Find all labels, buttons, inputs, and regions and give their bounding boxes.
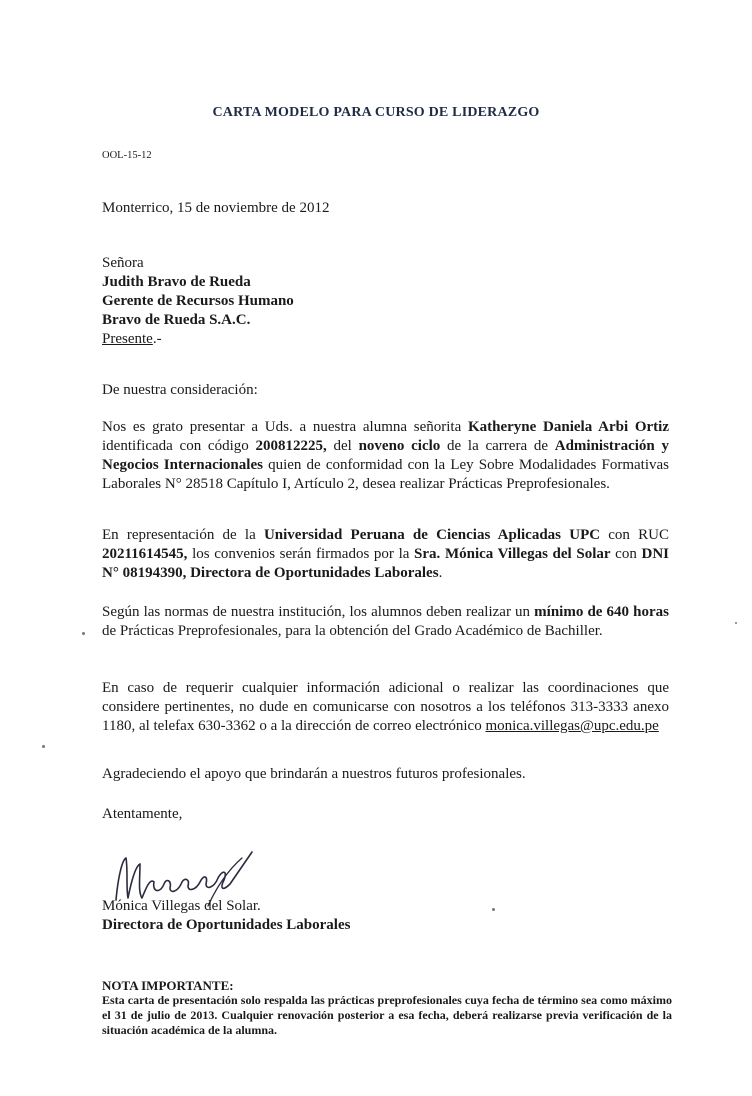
recipient-position: Gerente de Recursos Humano xyxy=(102,293,294,309)
paragraph-contact xyxy=(102,679,669,736)
p3-text-2: de Prácticas Preprofesionales, para la obtención del Grado Académico de Bachiller. xyxy=(102,623,603,639)
scan-speck xyxy=(735,622,737,624)
p1-text-4: de la carrera de xyxy=(440,438,555,454)
paragraph-hours xyxy=(102,603,669,641)
signature-block xyxy=(102,897,350,935)
thanks-line: Agradeciendo el apoyo que brindarán a nuestros futuros profesionales. xyxy=(102,766,526,782)
p1-text-1: Nos es grato presentar a Uds. a nuestra alumna señorita xyxy=(102,419,468,435)
date-line: Monterrico, 15 de noviembre de 2012 xyxy=(102,200,330,216)
student-career: Administración y Negocios Internacionales xyxy=(102,438,669,473)
paragraph-student xyxy=(102,418,669,494)
signatory-position: Directora de Oportunidades Laborales xyxy=(102,917,351,933)
contact-email[interactable]: monica.villegas@upc.edu.pe xyxy=(485,718,659,734)
p3-text-1: Según las normas de nuestra institución, los alumnos deben realizar un xyxy=(102,604,535,620)
presente-word: Presente xyxy=(102,331,153,347)
scan-speck xyxy=(82,632,85,635)
letter-title: CARTA MODELO PARA CURSO DE LIDERAZGO xyxy=(212,105,540,120)
signatory-name: Mónica Villegas del Solar. xyxy=(102,898,261,914)
p1-text-2: identificada con código xyxy=(102,438,256,454)
university-ruc: 20211614545, xyxy=(102,546,188,562)
university-name: Universidad Peruana de Ciencias Aplicadas UPC xyxy=(263,527,601,543)
scan-speck xyxy=(42,745,45,748)
minimum-hours: mínimo de 640 horas xyxy=(534,604,669,620)
presente-line xyxy=(102,330,294,349)
note-body: Esta carta de presentación solo respalda las prácticas preprofesionales cuya fecha de término sea como máximo el 31 de julio de 2013. Cualquier renovación posterior a esa fecha, deberá realizarse previa verificación de la situación académica de la alumna. xyxy=(102,993,672,1037)
p2-text-5: . xyxy=(438,565,443,581)
important-note xyxy=(102,978,672,1038)
greeting: De nuestra consideración: xyxy=(102,382,258,398)
paragraph-university xyxy=(102,526,669,583)
recipient-block xyxy=(102,254,294,349)
scan-speck xyxy=(492,908,495,911)
p2-text-2: con RUC xyxy=(600,527,669,543)
p1-text-3: del xyxy=(326,438,359,454)
recipient-company: Bravo de Rueda S.A.C. xyxy=(102,312,251,328)
presente-suffix: .- xyxy=(152,331,162,347)
student-cycle: noveno ciclo xyxy=(358,438,441,454)
p2-text-3: los convenios serán firmados por la xyxy=(187,546,415,562)
student-code: 200812225, xyxy=(255,438,327,454)
p1-text-5: quien de conformidad con la Ley Sobre Modalidades Formativas Laborales N° 28518 Capítulo I, Artículo 2, desea realizar Prácticas Preprofesionales. xyxy=(102,457,669,492)
p2-text-4: con xyxy=(610,546,642,562)
p2-text-1: En representación de la xyxy=(102,527,264,543)
reference-code: OOL-15-12 xyxy=(102,150,152,161)
recipient-salutation: Señora xyxy=(102,255,144,271)
recipient-name: Judith Bravo de Rueda xyxy=(102,274,251,290)
note-title: NOTA IMPORTANTE: xyxy=(102,978,234,993)
p4-text-1: En caso de requerir cualquier información adicional o realizar las coordinaciones que considere pertinentes, no dude en comunicarse con nosotros a los teléfonos 313-3333 anexo 1180, al telefax 630-3362 o a la dirección de correo electrónico xyxy=(102,680,669,734)
signatory-dni: DNI N° 08194390, Directora de Oportunidades Laborales xyxy=(102,546,669,581)
closing-line: Atentamente, xyxy=(102,806,183,822)
student-name: Katheryne Daniela Arbi Ortiz xyxy=(467,419,669,435)
signatory-name-bold: Sra. Mónica Villegas del Solar xyxy=(414,546,611,562)
